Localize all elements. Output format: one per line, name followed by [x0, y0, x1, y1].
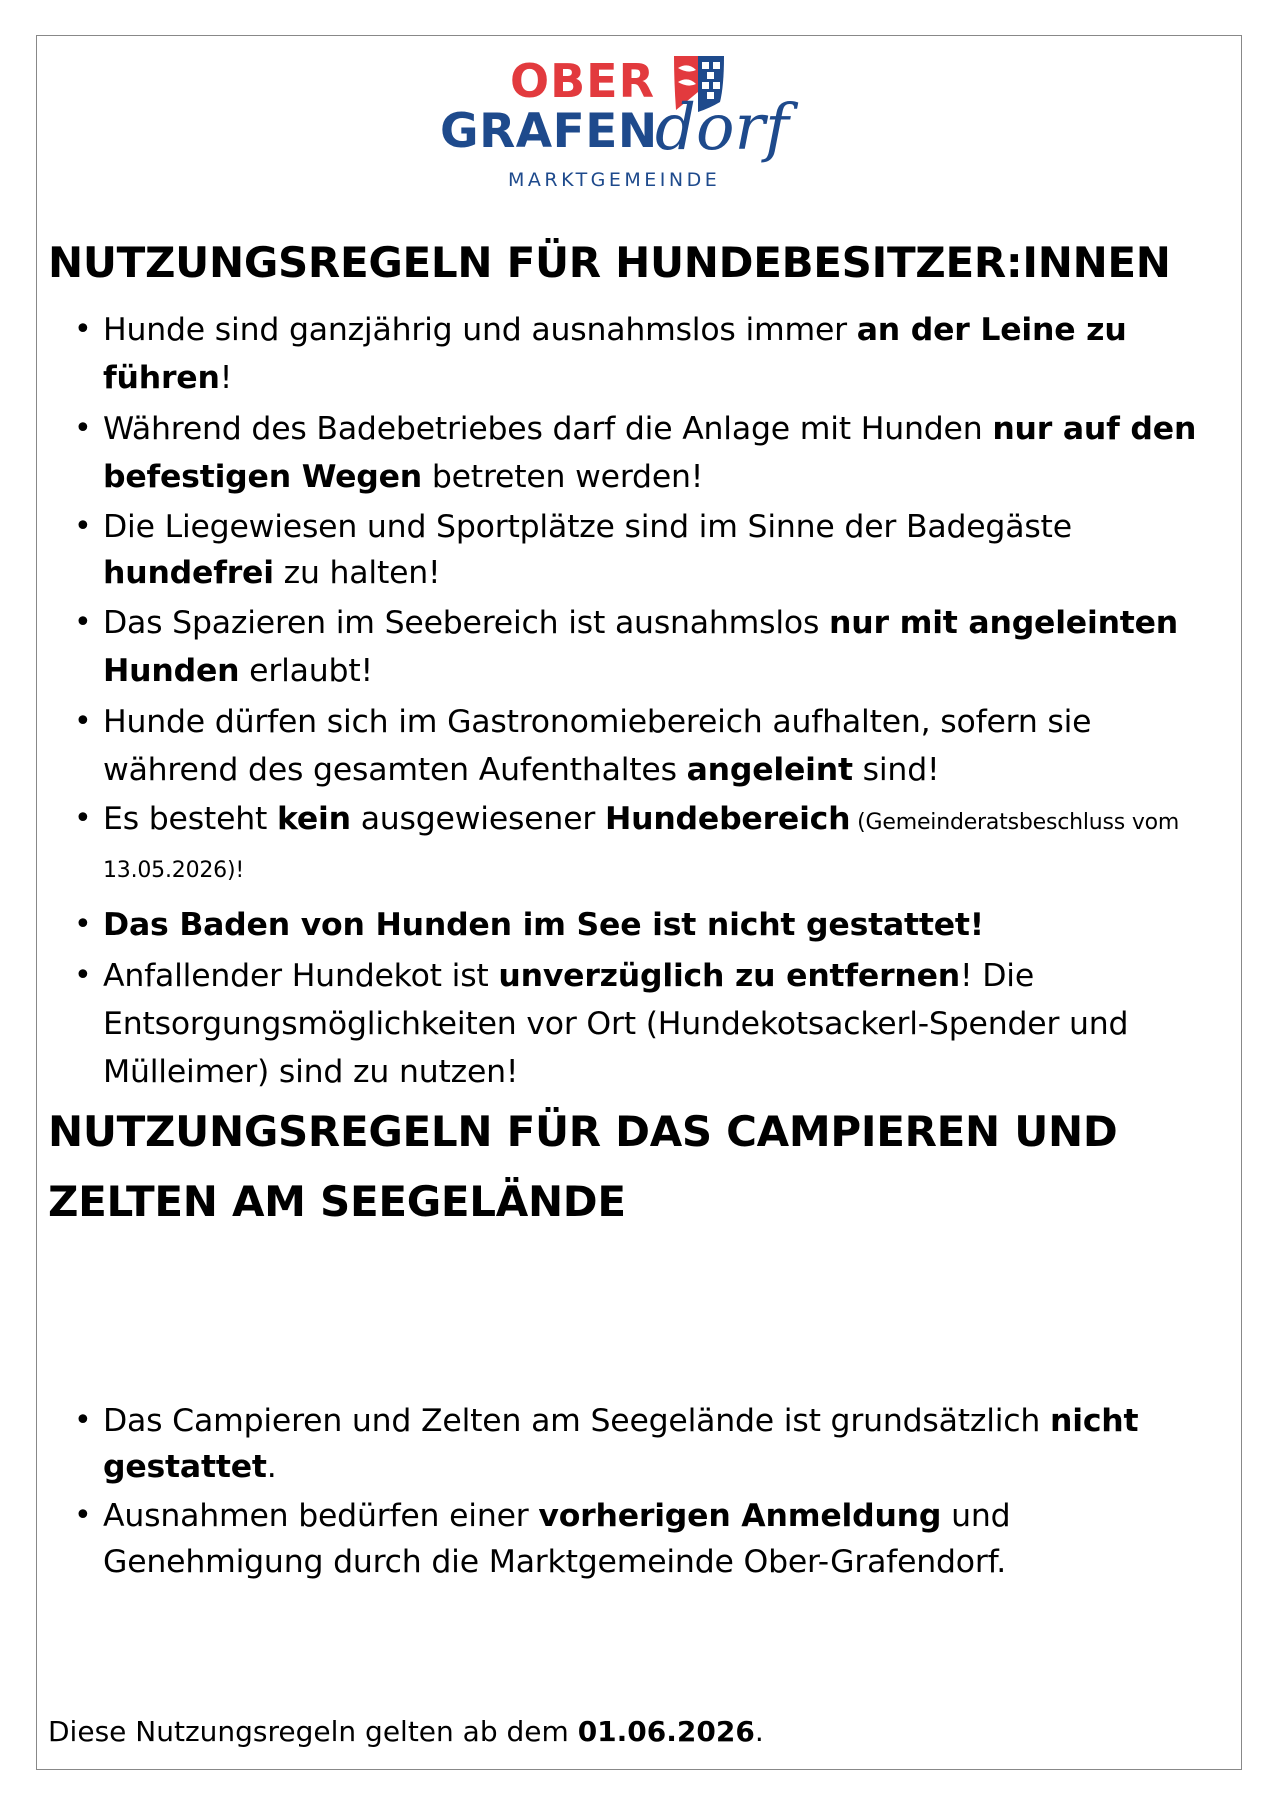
logo-ober-text: OBER — [510, 54, 656, 108]
logo-subtitle: MARKTGEMEINDE — [508, 169, 721, 191]
list-item: • Das Campieren und Zelten am Seegelände ist grundsätzlich nicht gestattet. — [0, 1398, 1230, 1490]
list-item: • Das Baden von Hunden im See ist nicht gestattet! — [0, 901, 1230, 949]
logo-dorf-text: dorf — [655, 91, 789, 165]
list-item: • Ausnahmen bedürfen einer vorherigen Anmeldung und Genehmigung durch die Marktgemeinde Ober-Grafendorf. — [0, 1493, 1230, 1585]
logo-grafen-text: GRAFEN — [440, 104, 658, 159]
list-item: • Die Liegewiesen und Sportplätze sind im Sinne der Badegäste hundefrei zu halten! — [0, 504, 1230, 596]
dog-rules-list — [0, 306, 1230, 1096]
section-heading-camping: NUTZUNGSREGELN FÜR DAS CAMPIEREN UND ZELTEN AM SEEGELÄNDE — [48, 1107, 1118, 1226]
list-item: • Hunde dürfen sich im Gastronomiebereich aufhalten, sofern sie während des gesamten Aufenthaltes angeleint sind! — [0, 698, 1230, 794]
list-item: • Hunde sind ganzjährig und ausnahmslos immer an der Leine zu führen! — [0, 306, 1230, 402]
camping-rules-list — [0, 1398, 1230, 1585]
municipality-logo — [440, 50, 810, 200]
section-heading-dogs: NUTZUNGSREGELN FÜR HUNDEBESITZER:INNEN — [48, 238, 1171, 287]
list-item: • Es besteht kein ausgewiesener Hundebereich (Gemeinderatsbeschluss vom 13.05.2026)! — [0, 797, 1230, 893]
list-item: • Während des Badebetriebes darf die Anlage mit Hunden nur auf den befestigen Wegen betreten werden! — [0, 405, 1230, 501]
validity-date: 01.06.2026 — [577, 1715, 755, 1748]
list-item: • Das Spazieren im Seebereich ist ausnahmslos nur mit angeleinten Hunden erlaubt! — [0, 599, 1230, 695]
list-item: • Anfallender Hundekot ist unverzüglich zu entfernen! Die Entsorgungsmöglichkeiten vor Ort (Hundekotsackerl-Spender und Mülleimer) sind zu nutzen! — [0, 952, 1230, 1096]
validity-note: Diese Nutzungsregeln gelten ab dem 01.06.2026. — [48, 1715, 764, 1748]
